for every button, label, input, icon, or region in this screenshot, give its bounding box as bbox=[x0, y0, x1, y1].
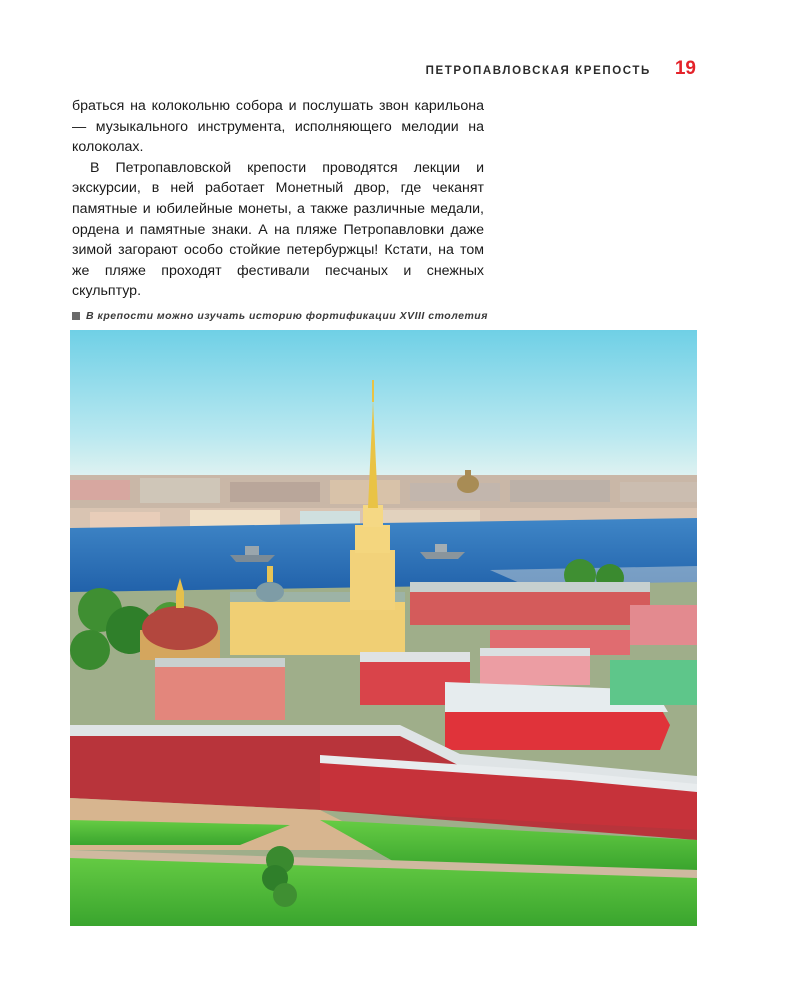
paragraph: В Петропавловской крепости проводятся лекции и экскурсии, в ней работает Монетный двор, где чеканят памятные и юбилейные монеты, а также различные медали, ордена и памятные знаки. А на пляже Петропавловки даже зимой загорают особо стойкие петербуржцы! Кстати, на том же пляже проходят фестивали песчаных и снежных скульптур. bbox=[72, 159, 484, 300]
sky bbox=[70, 330, 697, 480]
body-text bbox=[72, 96, 484, 302]
paragraph: браться на колокольню собора и послушать звон карильона — музыкального инструмента, исполняющего мелодии на колоколах. bbox=[72, 98, 484, 156]
square-bullet-icon bbox=[72, 312, 80, 320]
figure-caption-text: В крепости можно изучать историю фортификации XVIII столетия bbox=[86, 310, 488, 322]
chapter-title: ПЕТРОПАВЛОВСКАЯ КРЕПОСТЬ bbox=[425, 65, 651, 77]
page-number: 19 bbox=[674, 58, 696, 79]
photo-illustration bbox=[70, 330, 697, 926]
green-roof-building bbox=[610, 660, 697, 705]
figure-caption bbox=[72, 310, 488, 322]
aerial-photo-fortress bbox=[70, 330, 697, 926]
lawns bbox=[70, 820, 697, 926]
running-header bbox=[426, 58, 696, 80]
